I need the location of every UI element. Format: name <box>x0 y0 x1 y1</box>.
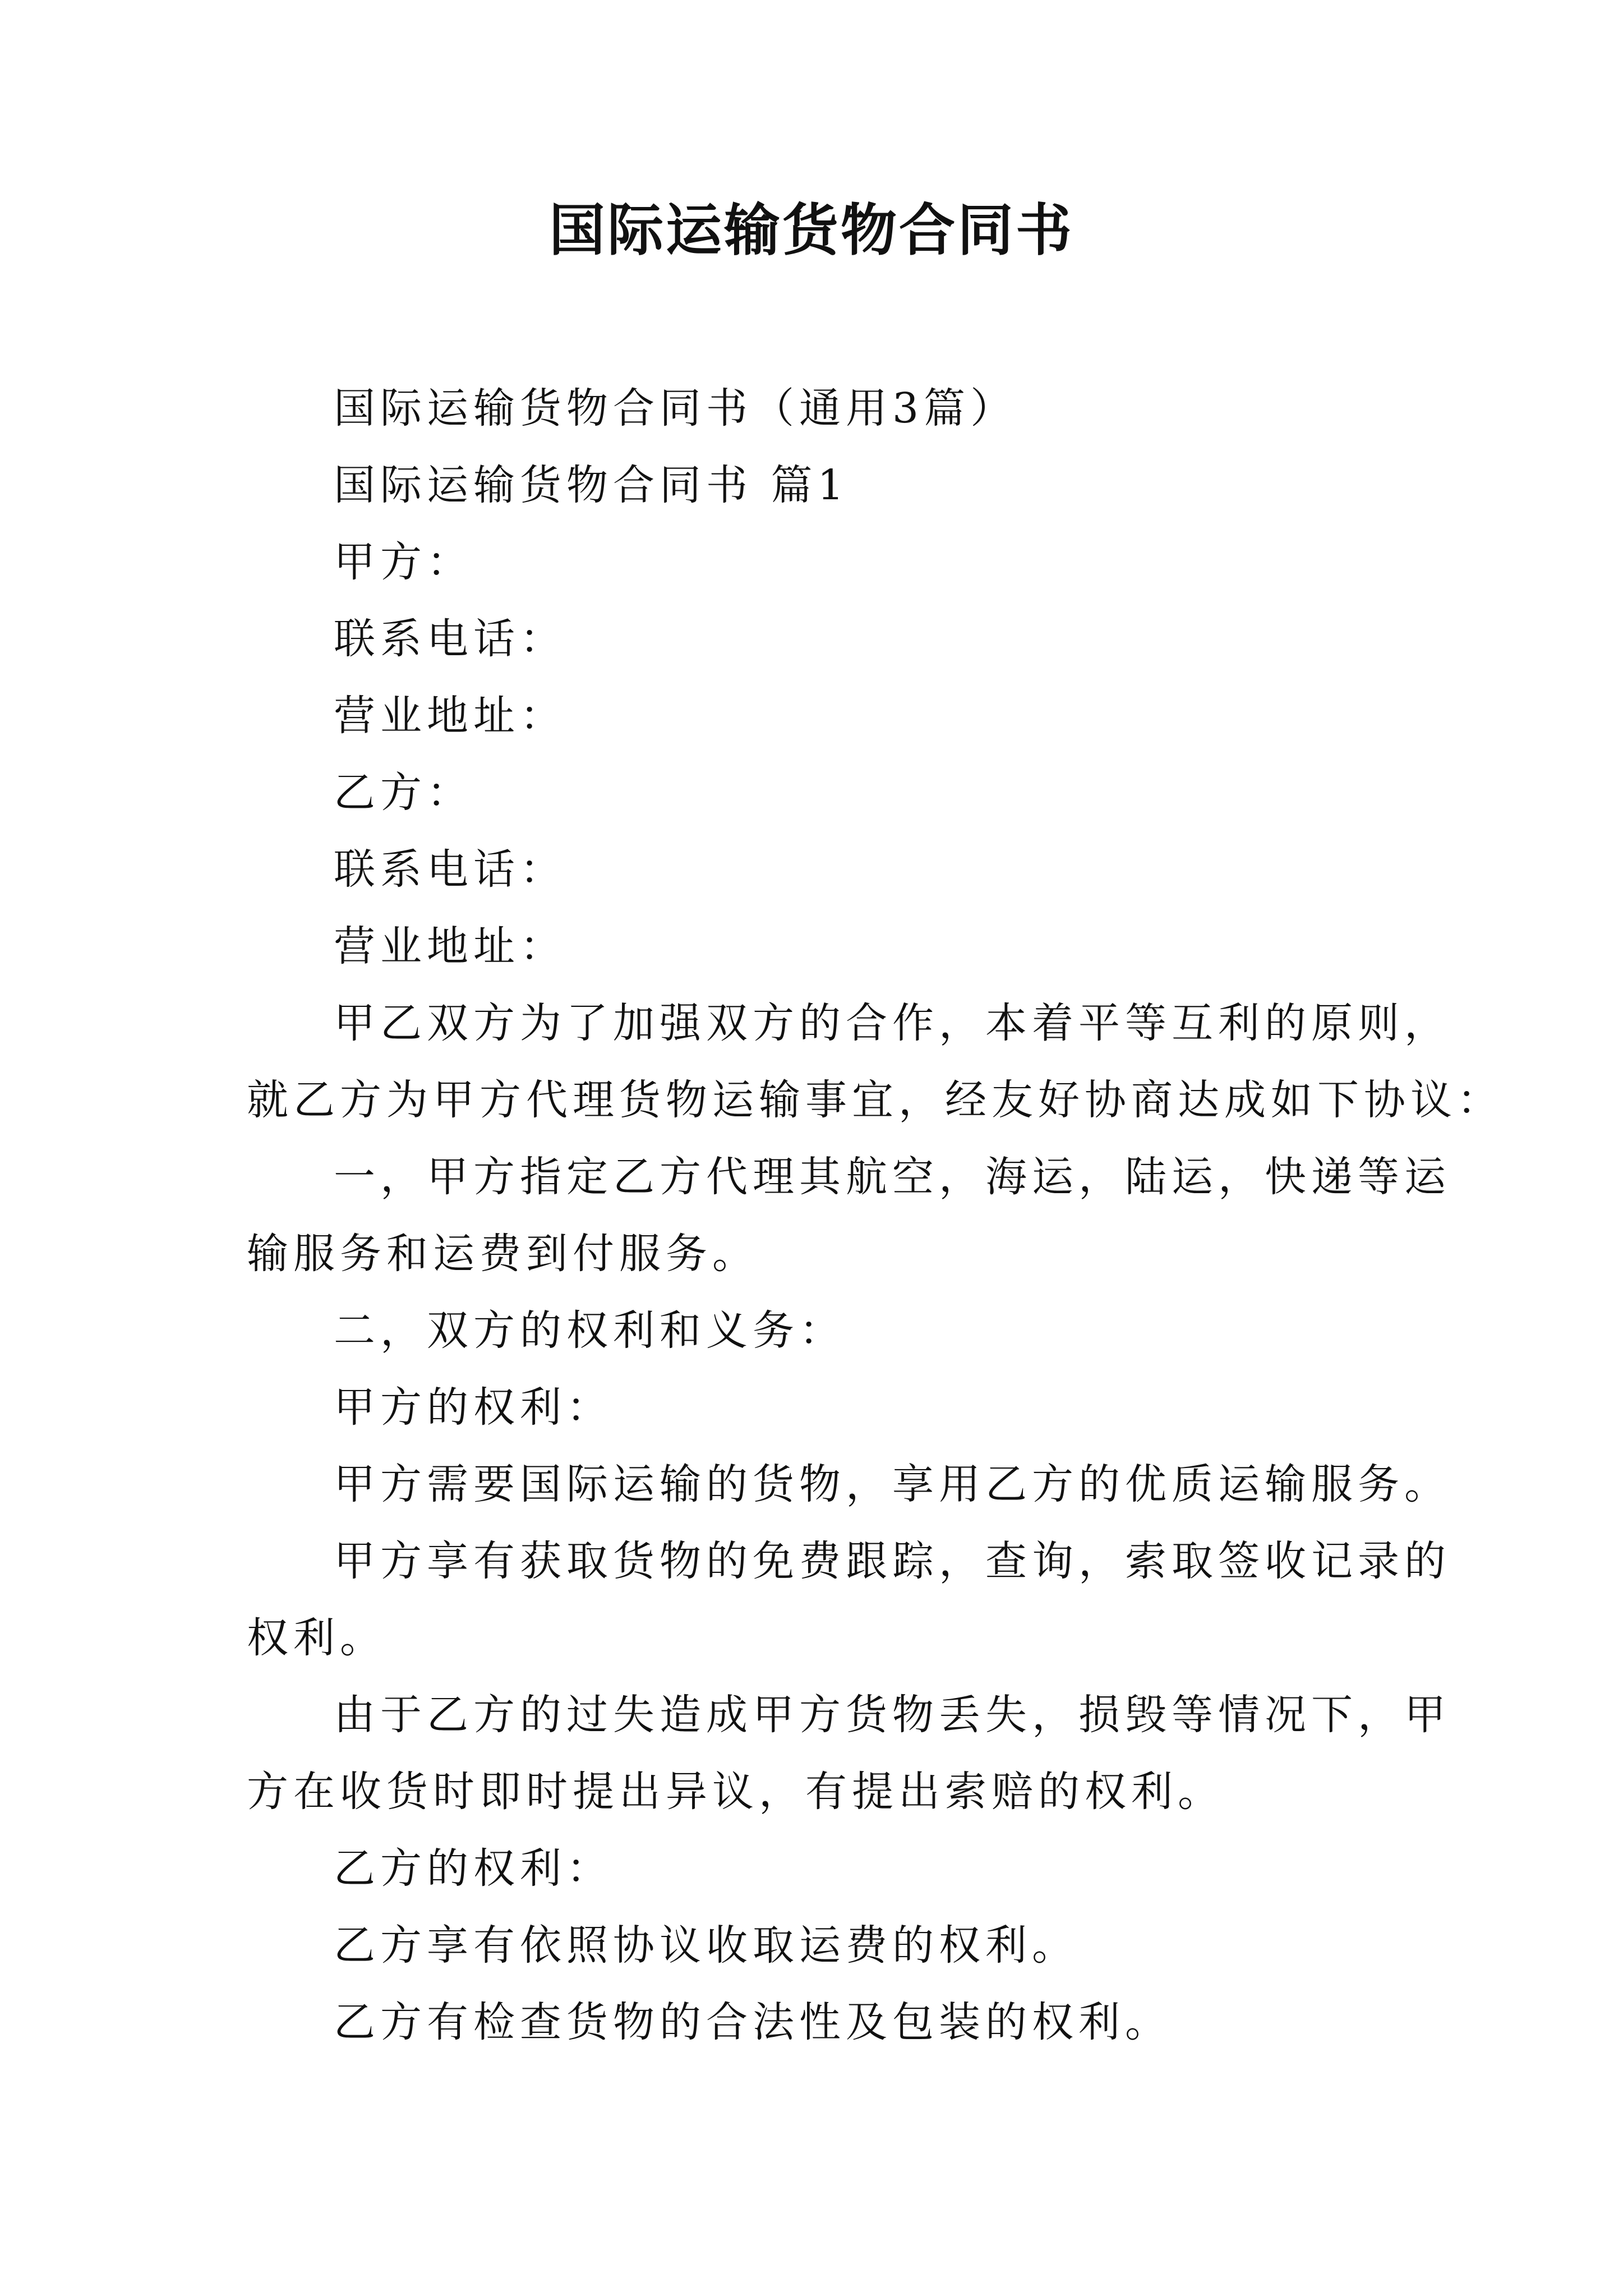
paragraph-party-a <box>247 524 1391 601</box>
paragraph-party-b-address <box>247 908 1391 985</box>
paragraph-party-b-rights-heading <box>247 1830 1391 1907</box>
paragraph-party-a-right-1 <box>247 1446 1451 1523</box>
paragraph-party-b <box>247 754 1391 831</box>
paragraph-line: 乙方： <box>334 769 473 817</box>
paragraph-line: 甲方需要国际运输的货物，享用乙方的优质运输服务。 <box>334 1460 1451 1508</box>
paragraph-party-a-right-3 <box>247 1677 1451 1830</box>
paragraph-line: 二，双方的权利和义务： <box>334 1306 846 1355</box>
paragraph-line: 甲方的权利： <box>334 1383 613 1432</box>
paragraph-line: 由于乙方的过失造成甲方货物丢失，损毁等情况下，甲 <box>334 1691 1451 1739</box>
document-title: 国际运输货物合同书 <box>549 197 1074 263</box>
paragraph-line: 国际运输货物合同书 篇1 <box>334 461 849 509</box>
paragraph-line: 就乙方为甲方代理货物运输事宜，经友好协商达成如下协议： <box>247 1076 1504 1124</box>
paragraph-clause-1 <box>247 1139 1451 1292</box>
paragraph-party-b-phone <box>247 831 1391 908</box>
paragraph-line: 甲方： <box>334 538 473 586</box>
paragraph-clause-2 <box>247 1292 1391 1369</box>
paragraph-line: 方在收货时即时提出异议，有提出索赔的权利。 <box>247 1768 1224 1816</box>
paragraph-line: 国际运输货物合同书（通用3篇） <box>334 384 1017 432</box>
paragraph-line: 联系电话： <box>334 845 566 894</box>
paragraph-line: 乙方享有依照协议收取运费的权利。 <box>334 1921 1078 1970</box>
paragraph-line: 营业地址： <box>334 922 566 970</box>
paragraph-party-a-phone <box>247 601 1391 678</box>
paragraph-subtitle <box>247 370 1391 447</box>
paragraph-party-b-right-1 <box>247 1907 1391 1984</box>
paragraph-line: 营业地址： <box>334 692 566 740</box>
paragraph-line: 甲方享有获取货物的免费跟踪，查询，索取签收记录的 <box>334 1537 1451 1585</box>
paragraph-preamble <box>247 985 1504 1139</box>
paragraph-party-b-right-2 <box>247 1984 1391 2061</box>
paragraph-line: 乙方有检查货物的合法性及包装的权利。 <box>334 1998 1172 2046</box>
paragraph-party-a-right-2 <box>247 1523 1451 1677</box>
paragraph-line: 联系电话： <box>334 615 566 663</box>
paragraph-section-heading <box>247 447 1391 524</box>
paragraph-line: 甲乙双方为了加强双方的合作，本着平等互利的原则， <box>334 999 1451 1047</box>
paragraph-party-a-rights-heading <box>247 1369 1391 1446</box>
paragraph-line: 乙方的权利： <box>334 1844 613 1893</box>
paragraph-line: 权利。 <box>247 1614 386 1662</box>
paragraph-line: 输服务和运费到付服务。 <box>247 1230 759 1278</box>
paragraph-line: 一，甲方指定乙方代理其航空，海运，陆运，快递等运 <box>334 1153 1451 1201</box>
paragraph-party-a-address <box>247 678 1391 754</box>
